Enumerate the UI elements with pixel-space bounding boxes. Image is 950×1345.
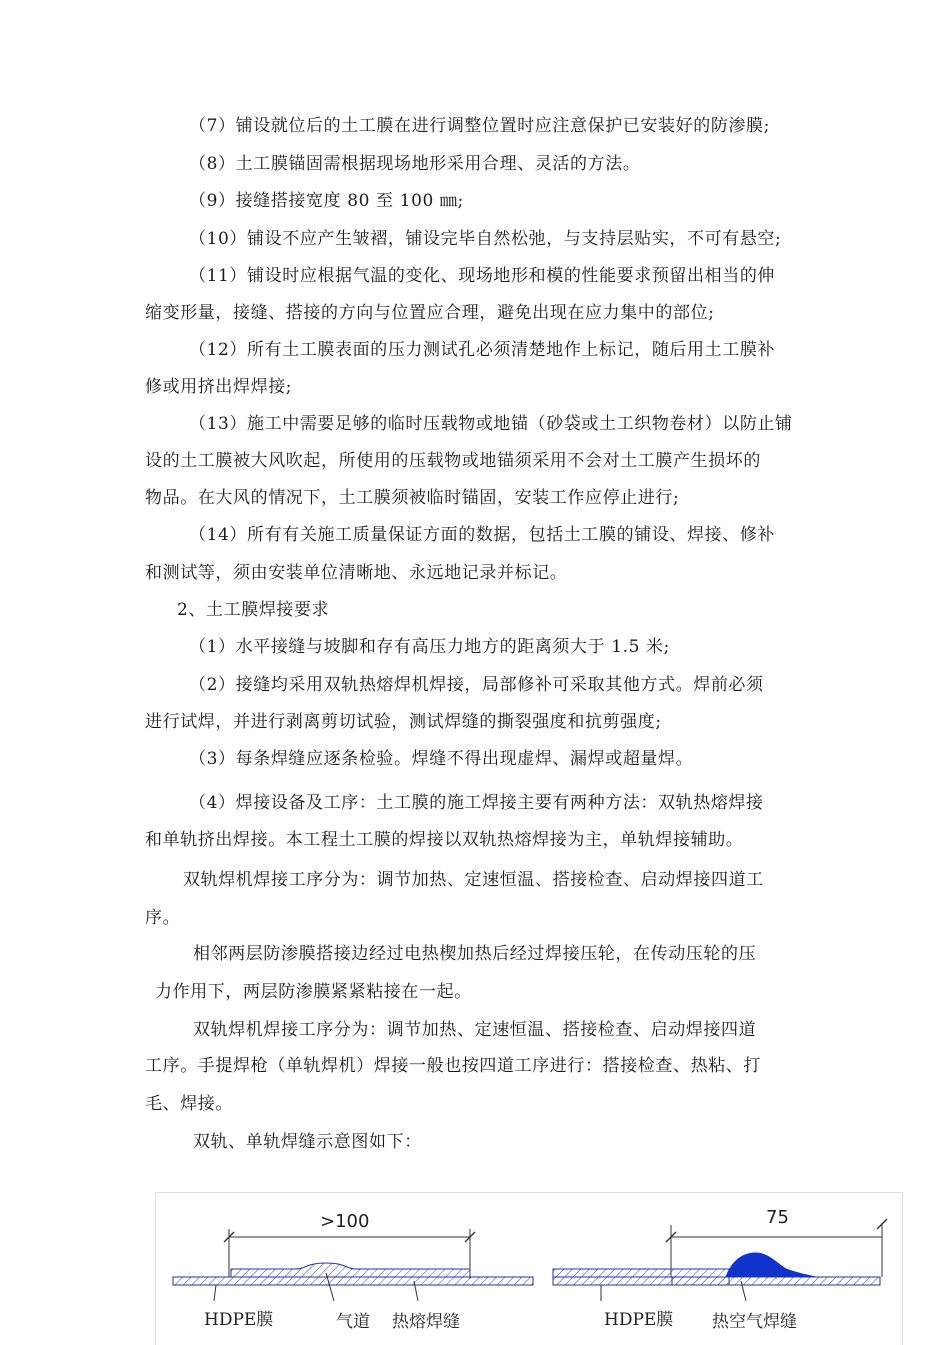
paragraph-line: 双轨焊机焊接工序分为：调节加热、定速恒温、搭接检查、启动焊接四道工 — [183, 870, 764, 890]
paragraph-line: 和测试等，须由安装单位清晰地、永远地记录并标记。 — [145, 563, 568, 583]
section-heading: 2、土工膜焊接要求 — [177, 600, 330, 620]
hot-air-weld-bead — [726, 1253, 816, 1277]
paragraph-line: 双轨焊机焊接工序分为：调节加热、定速恒温、搭接检查、启动焊接四道 — [193, 1020, 757, 1040]
paragraph-line: 毛、焊接。 — [145, 1094, 233, 1114]
weld-seam-diagram — [155, 1192, 903, 1345]
paragraph-line: （11）铺设时应根据气温的变化、现场地形和模的性能要求预留出相当的伸 — [189, 266, 776, 286]
paragraph-line: 相邻两层防渗膜搭接边经过电热楔加热后经过焊接压轮，在传动压轮的压 — [193, 944, 757, 964]
paragraph-line: （7）铺设就位后的土工膜在进行调整位置时应注意保护已安装好的防渗膜; — [189, 116, 770, 136]
paragraph-line: 进行试焊，并进行剥离剪切试验，测试焊缝的撕裂强度和抗剪强度; — [145, 712, 662, 732]
hdpe-film-top — [231, 1263, 470, 1277]
paragraph-line: 和单轨挤出焊接。本工程土工膜的焊接以双轨热熔焊接为主，单轨焊接辅助。 — [145, 830, 744, 850]
air-channel-label: 气道 — [336, 1312, 370, 1332]
paragraph-line: 物品。在大风的情况下，土工膜须被临时锚固，安装工作应停止进行; — [145, 488, 680, 508]
hdpe-film-label-left: HDPE膜 — [204, 1310, 274, 1330]
paragraph-line: （1）水平接缝与坡脚和存有高压力地方的距离须大于 1.5 米; — [189, 637, 670, 657]
paragraph-line: （12）所有土工膜表面的压力测试孔必须清楚地作上标记，随后用土工膜补 — [189, 340, 776, 360]
paragraph-line: 设的土工膜被大风吹起，所使用的压载物或地锚须采用不会对土工膜产生损坏的 — [145, 451, 761, 471]
paragraph-line: （8）土工膜锚固需根据现场地形采用合理、灵活的方法。 — [189, 154, 641, 174]
paragraph-line: （9）接缝搭接宽度 80 至 100 ㎜; — [189, 191, 464, 211]
paragraph-line: 修或用挤出焊焊接; — [145, 377, 293, 397]
dimension-label-left: >100 — [320, 1211, 370, 1232]
paragraph-line: （3）每条焊缝应逐条检验。焊缝不得出现虚焊、漏焊或超量焊。 — [189, 749, 694, 769]
paragraph-line: （4）焊接设备及工序：土工膜的施工焊接主要有两种方法：双轨热熔焊接 — [189, 793, 764, 813]
paragraph-line: （10）铺设不应产生皱褶，铺设完毕自然松弛，与支持层贴实，不可有悬空; — [189, 229, 782, 249]
double-track-weld — [173, 1229, 533, 1301]
paragraph-line: （13）施工中需要足够的临时压载物或地锚（砂袋或土工织物卷材）以防止铺 — [189, 414, 793, 434]
paragraph-line: 工序。手提焊枪（单轨焊机）焊接一般也按四道工序进行：搭接检查、热粘、打 — [145, 1056, 761, 1076]
paragraph-line: 缩变形量，接缝、搭接的方向与位置应合理，避免出现在应力集中的部位; — [145, 303, 715, 323]
hdpe-film-bottom — [173, 1277, 533, 1285]
paragraph-line: 双轨、单轨焊缝示意图如下： — [193, 1132, 422, 1152]
paragraph-line: 力作用下，两层防渗膜紧紧粘接在一起。 — [155, 982, 472, 1002]
hot-air-seam-label: 热空气焊缝 — [712, 1312, 797, 1332]
hot-melt-seam-label: 热熔焊缝 — [392, 1312, 460, 1332]
single-track-weld — [553, 1219, 887, 1301]
hdpe-film-label-right: HDPE膜 — [604, 1310, 674, 1330]
paragraph-line: （2）接缝均采用双轨热熔焊机焊接，局部修补可采取其他方式。焊前必须 — [189, 675, 764, 695]
paragraph-line: （14）所有有关施工质量保证方面的数据，包括土工膜的铺设、焊接、修补 — [189, 525, 776, 545]
hdpe-film-right — [672, 1277, 880, 1285]
hdpe-film-top — [553, 1269, 729, 1277]
dimension-label-right: 75 — [766, 1207, 789, 1228]
paragraph-line: 序。 — [145, 908, 181, 928]
